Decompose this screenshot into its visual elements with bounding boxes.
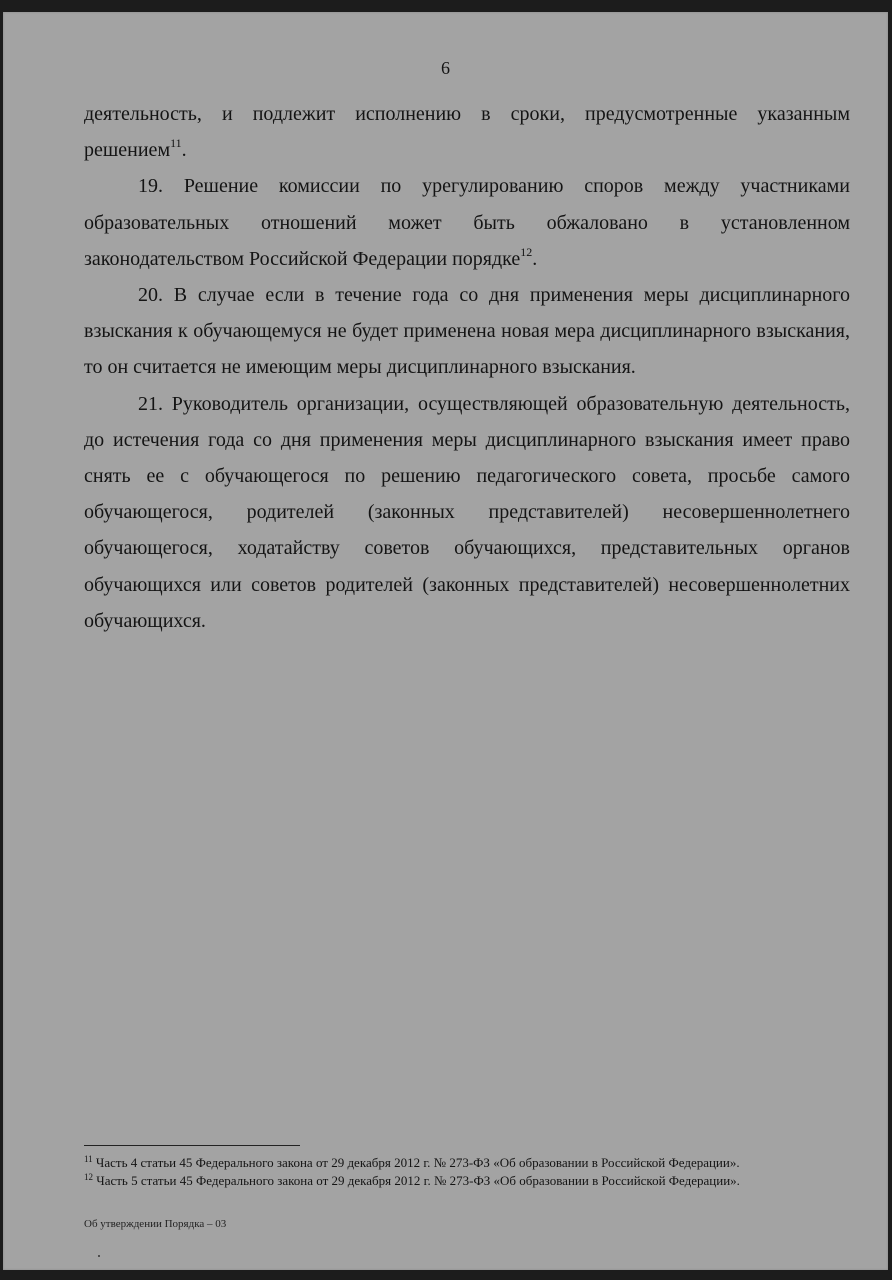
paragraph-text: деятельность, и подлежит исполнению в сроки, предусмотренные указанным решением (84, 103, 850, 162)
paragraph-text: 21. Руководитель организации, осуществляющей образовательную деятельность, до истечения года со дня применения меры дисциплинарного взыскания имеет право снять ее с обучающегося по решению педагогического совета, просьбе самого обучающегося, родителей (законных представителей) несовершеннолетнего обучающегося, ходатайству советов обучающихся, представительных органов обучающихся или советов родителей (законных представителей) несовершеннолетних обучающихся. (84, 392, 850, 632)
footnote-reference: 11 (170, 136, 182, 151)
page-number: 6 (441, 58, 450, 78)
scan-speck (98, 1255, 100, 1257)
paragraph-item-20 (84, 277, 850, 386)
paragraph-item-19 (84, 168, 850, 277)
paragraph-tail: . (181, 139, 187, 162)
document-body (84, 96, 850, 639)
footnote-separator (84, 1145, 300, 1146)
footnote-11 (84, 1154, 854, 1172)
footnote-number: 11 (84, 1154, 93, 1164)
paragraph-continuation (84, 96, 850, 168)
footnote-number: 12 (84, 1172, 93, 1182)
document-page (3, 12, 888, 1270)
paragraph-tail: . (532, 247, 538, 270)
footnote-text: Часть 4 статьи 45 Федерального закона от 29 декабря 2012 г. № 273-ФЗ «Об образовании в Российской Федерации». (95, 1155, 740, 1170)
footnote-text: Часть 5 статьи 45 Федерального закона от 29 декабря 2012 г. № 273-ФЗ «Об образовании в Российской Федерации». (96, 1173, 740, 1188)
footnote-12 (84, 1172, 854, 1190)
paragraph-text: 20. В случае если в течение года со дня применения меры дисциплинарного взыскания к обучающемуся не будет применена новая мера дисциплинарного взыскания, то он считается не имеющим меры дисциплинарного взыскания. (84, 284, 850, 379)
document-footer: Об утверждении Порядка – 03 (84, 1218, 227, 1230)
footnote-reference: 12 (520, 244, 533, 259)
paragraph-text: 19. Решение комиссии по урегулированию споров между участниками образовательных отношений может быть обжаловано в установленном законодательством Российской Федерации порядке (84, 175, 850, 270)
paragraph-item-21 (84, 386, 850, 639)
footnotes (84, 1154, 854, 1190)
